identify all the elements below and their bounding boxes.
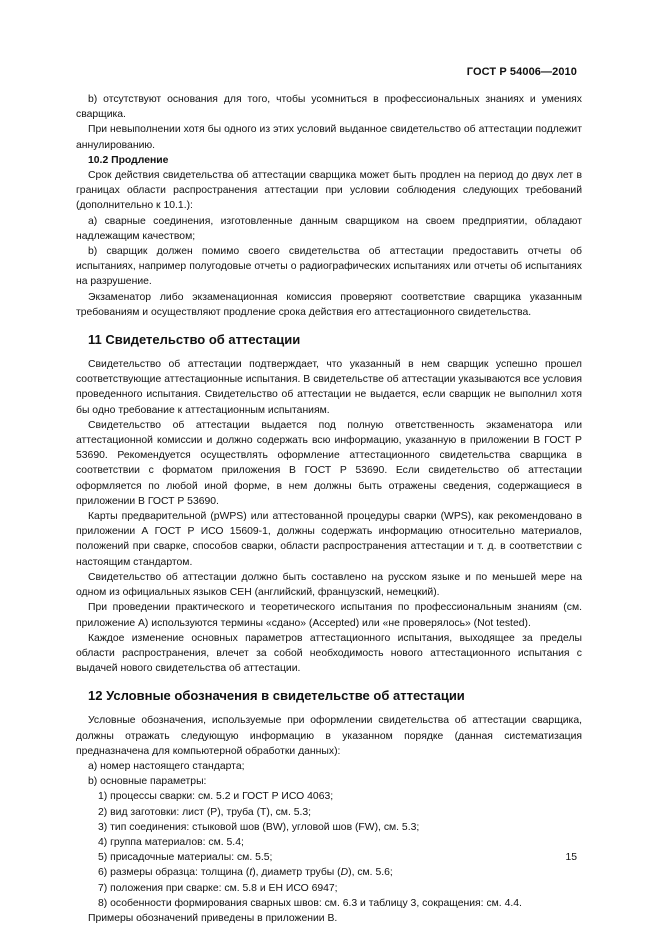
sub-list-item: 1) процессы сварки: см. 5.2 и ГОСТ Р ИСО 4063; (98, 791, 334, 803)
sub-list-item: 5) присадочные материалы: см. 5.5; (98, 852, 273, 864)
section-heading-12: 12 Условные обозначения в свидетельстве об аттестации (88, 688, 465, 704)
sub-list-item: 3) тип соединения: стыковой шов (BW), угловой шов (FW), см. 5.3; (98, 821, 420, 833)
list-item: b) основные параметры: (88, 776, 207, 788)
paragraph: Каждое изменение основных параметров аттестационного испытания, выходящее за пределы области распространения, влечет за собой необходимость нового аттестационного испытания с выдачей нового свидетельства об аттестации. (76, 632, 582, 675)
text-span: ), см. 5.6; (348, 867, 393, 879)
document-body (76, 92, 582, 926)
paragraph: Свидетельство об аттестации выдается под полную ответственность экзаменатора или аттестационной комиссии и должно содержать всю информацию, указанную в приложении В ГОСТ Р 53690. Рекомендуется осуществлять оформление аттестационного свидетельства сварщика в соответствии с форматом приложения В ГОСТ Р 53690. Если свидетельство об аттестации оформляется по любой иной форме, в нем должны быть отражены сведения, содержащиеся в приложении В ГОСТ Р 53690. (76, 419, 582, 507)
text-span: ), диаметр трубы ( (252, 867, 341, 879)
paragraph: Экзаменатор либо экзаменационная комиссия проверяют соответствие сварщика указанным требованиям и осуществляют продление срока действия его аттестационного свидетельства. (76, 291, 582, 318)
paragraph: Свидетельство об аттестации подтверждает, что указанный в нем сварщик успешно прошел соответствующие аттестационные испытания. В свидетельстве об аттестации указываются все условия проведенного испытания. Свидетельство об аттестации не выдается, если сварщик не выполнил хотя бы одно требование к аттестационным испытаниям. (76, 359, 582, 416)
sub-list-item: 4) группа материалов: см. 5.4; (98, 836, 244, 848)
section-heading-11: 11 Свидетельство об аттестации (88, 332, 301, 348)
paragraph: Свидетельство об аттестации должно быть составлено на русском языке и по меньшей мере на одном из официальных языков CEH (английский, французский, немецкий). (76, 571, 582, 599)
list-item: а) номер настоящего стандарта; (88, 760, 245, 772)
paragraph: При проведении практического и теоретического испытания по профессиональным знаниям (см. приложение А) используются термины «сдано» (Accepted) или «не проверялось» (Not tested). (76, 602, 582, 629)
text-span: 6) размеры образца: толщина ( (98, 867, 250, 879)
page-header-standard: ГОСТ Р 54006—2010 (466, 66, 577, 78)
sub-list-item: 7) положения при сварке: см. 5.8 и ЕН ИСО 6947; (98, 882, 338, 894)
subsection-heading-10-2: 10.2 Продление (88, 154, 169, 166)
paragraph: b) сварщик должен помимо своего свидетельства об аттестации предоставить отчеты об испытаниях, например полугодовые отчеты о радиографических испытаниях или отчеты об испытаниях на разрушение. (76, 246, 582, 288)
paragraph: При невыполнении хотя бы одного из этих условий выданное свидетельство об аттестации подлежит аннулированию. (76, 124, 582, 151)
paragraph: Срок действия свидетельства об аттестации сварщика может быть продлен на период до двух лет в границах области распространения аттестации при условии соблюдения следующих требований (дополнительно к 10.1.): (76, 170, 582, 212)
sub-list-item (76, 865, 582, 880)
paragraph: а) сварные соединения, изготовленные данным сварщиком на своем предприятии, обладают надлежащим качеством; (76, 215, 582, 242)
symbol-d: D (340, 867, 349, 879)
page-number: 15 (565, 852, 577, 863)
paragraph: Условные обозначения, используемые при оформлении свидетельства об аттестации сварщика, должны отражать следующую информацию в указанном порядке (данная систематизация предназначена для компьютерной обработки данных): (76, 715, 582, 757)
symbol-t: t (249, 867, 253, 879)
paragraph: b) отсутствуют основания для того, чтобы усомниться в профессиональных знаниях и умениях сварщика. (76, 94, 582, 121)
paragraph: Карты предварительной (pWPS) или аттестованной процедуры сварки (WPS), как рекомендовано в приложении А ГОСТ Р ИСО 15609-1, должны содержать информацию относительно материалов, положений при сварке, способов сварки, области распространения аттестации и т. д. в соответствии с настоящим стандартом. (76, 511, 582, 568)
sub-list-item: 2) вид заготовки: лист (P), труба (T), см. 5.3; (98, 806, 312, 818)
paragraph: Примеры обозначений приведены в приложении В. (88, 912, 338, 924)
sub-list-item: 8) особенности формирования сварных швов: см. 6.3 и таблицу 3, сокращения: см. 4.4. (98, 897, 522, 909)
